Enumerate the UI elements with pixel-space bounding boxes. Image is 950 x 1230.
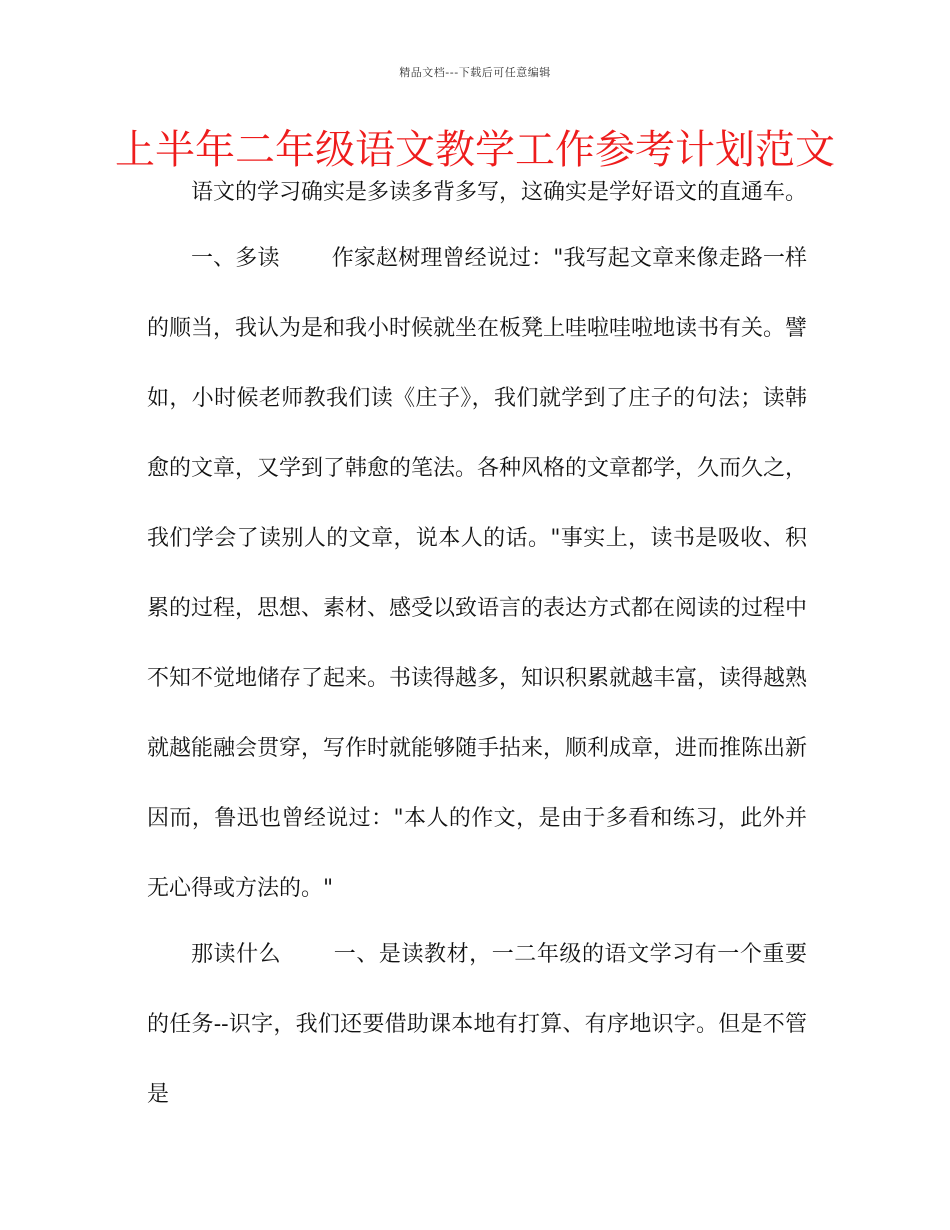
page-header: 精品文档---下载后可任意编辑	[399, 66, 551, 79]
intro-text: 语文的学习确实是多读多背多写，这确实是学好语文的直通车。	[191, 180, 808, 205]
section-two-text	[147, 920, 807, 1130]
intro-paragraph	[147, 158, 807, 228]
section-one-heading: 一、多读	[191, 246, 280, 271]
section-two-heading: 那读什么	[191, 942, 282, 967]
section-one-body: 作家赵树理曾经说过："我写起文章来像走路一样的顺当，我认为是和我小时候就坐在板凳上哇啦哇啦地读书有关。譬如，小时候老师教我们读《庄子》，我们就学到了庄子的句法；读韩愈的文章，又学到了韩愈的笔法。各种风格的文章都学，久而久之，我们学会了读别人的文章，说本人的话。"事实上，读书是吸收、积累的过程，思想、素材、感受以致语言的表达方式都在阅读的过程中不知不觉地储存了起来。书读得越多，知识积累就越丰富，读得越熟就越能融会贯穿，写作时就能够随手拈来，顺利成章，进而推陈出新因而，鲁迅也曾经说过："本人的作文，是由于多看和练习，此外并无心得或方法的。"	[147, 246, 808, 901]
section-one-text	[147, 224, 807, 924]
section-two-body: 一、是读教材，一二年级的语文学习有一个重要的任务--识字，我们还要借助课本地有打算、有序地识字。但是不管是	[147, 942, 807, 1107]
section-two-paragraph	[147, 920, 807, 1130]
section-one-paragraph	[147, 224, 807, 924]
document-title: 上半年二年级语文教学工作参考计划范文	[115, 127, 835, 173]
